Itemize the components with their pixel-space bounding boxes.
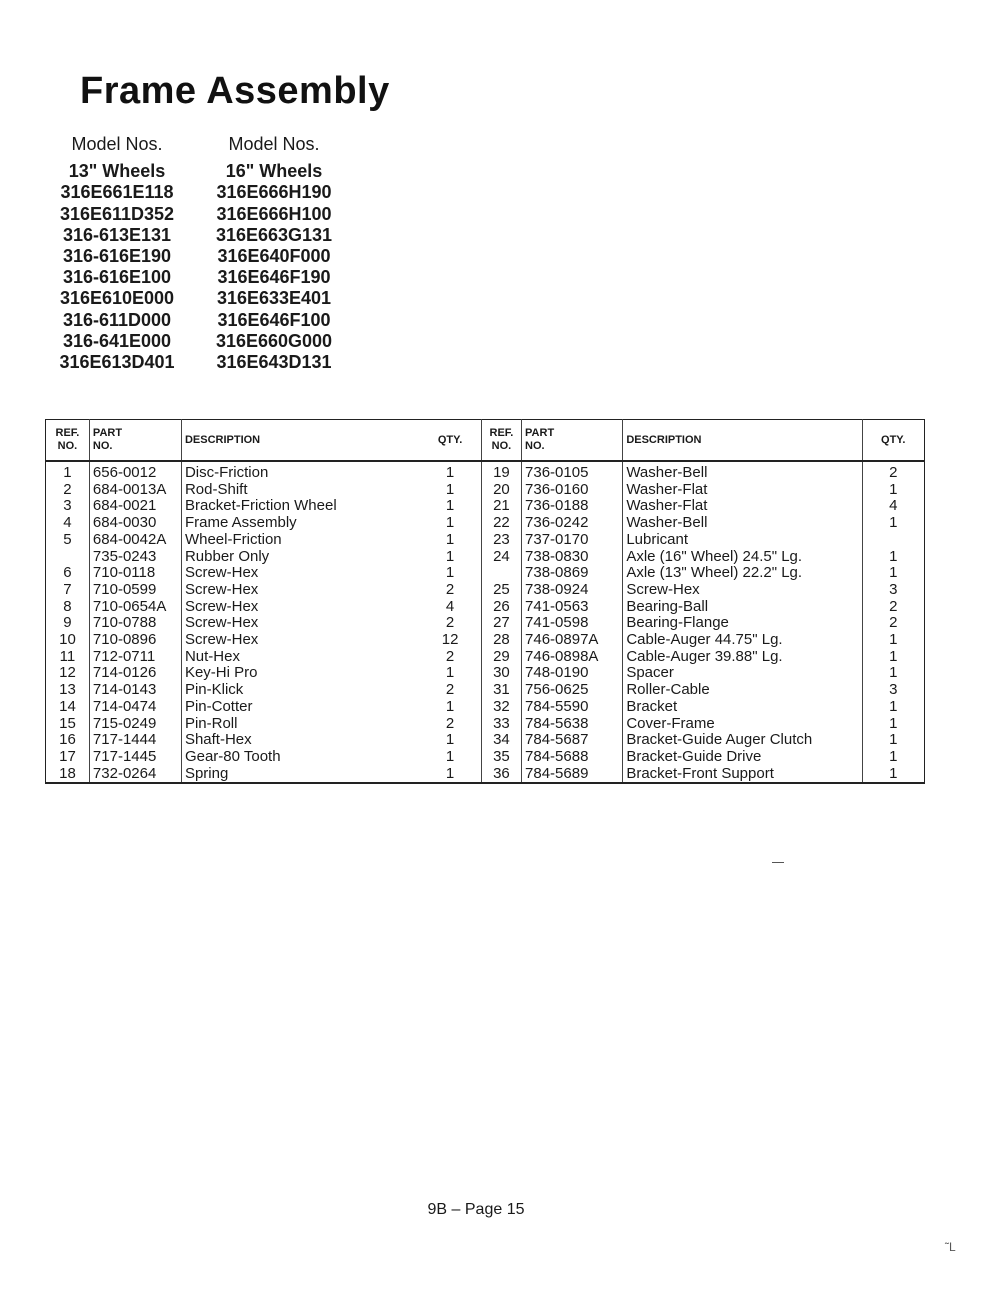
part-no-cell: 756-0625 <box>522 682 623 699</box>
description-cell: Bracket-Front Support <box>623 766 862 784</box>
description-cell: Bracket-Guide Auger Clutch <box>623 732 862 749</box>
model-number: 316E640F000 <box>217 246 331 267</box>
description-cell: Cover-Frame <box>623 716 862 733</box>
parts-table-header <box>46 420 925 462</box>
part-no-cell: 717-1444 <box>89 732 181 749</box>
model-number: 316E633E401 <box>216 288 332 309</box>
ref-no-cell: 30 <box>481 665 521 682</box>
qty-cell: 1 <box>419 699 481 716</box>
part-no-cell: 710-0599 <box>89 582 181 599</box>
qty-cell: 1 <box>419 532 481 549</box>
part-no-cell: 738-0924 <box>522 582 623 599</box>
qty-cell: 1 <box>419 665 481 682</box>
model-number: 316E643D131 <box>216 352 332 373</box>
part-no-cell: 732-0264 <box>89 766 181 784</box>
header-part-label: PART <box>525 427 555 439</box>
header-no-label: NO. <box>57 440 78 452</box>
ref-no-cell: 16 <box>46 732 90 749</box>
stray-dash <box>772 862 784 863</box>
description-cell: Screw-Hex <box>184 564 259 582</box>
part-no-cell: 784-5687 <box>522 732 623 749</box>
description-cell: Shaft-Hex <box>184 731 252 749</box>
description-cell: Washer-Flat <box>623 498 862 515</box>
page-number: 9B – Page 15 <box>427 1201 525 1218</box>
ref-no-cell: 18 <box>46 766 90 784</box>
header-description: DESCRIPTION <box>181 420 419 462</box>
page-title: Frame Assembly <box>80 70 390 112</box>
part-no-cell: 741-0598 <box>522 615 623 632</box>
header-qty: QTY. <box>862 420 925 462</box>
qty-cell: 1 <box>889 714 898 732</box>
table-row <box>46 732 925 749</box>
part-no-cell: 714-0474 <box>89 699 181 716</box>
part-no-cell: 656-0012 <box>89 461 181 482</box>
header-no-label: NO. <box>491 440 512 452</box>
table-row <box>46 749 925 766</box>
qty-cell: 12 <box>419 632 481 649</box>
qty-cell: 1 <box>889 480 898 498</box>
ref-no-cell: 7 <box>46 582 90 599</box>
qty-cell: 3 <box>889 681 898 699</box>
description-cell: Axle (16" Wheel) 24.5" Lg. <box>623 549 862 566</box>
model-number: 316E660G000 <box>215 330 333 351</box>
ref-no-cell: 14 <box>46 699 90 716</box>
table-row <box>46 615 925 632</box>
table-row <box>46 682 925 699</box>
model-col-subheader: 16" Wheels <box>225 161 323 182</box>
ref-no-cell: 31 <box>481 682 521 699</box>
model-number: 316-613E131 <box>62 224 172 245</box>
qty-cell: 1 <box>889 747 898 765</box>
description-cell: Washer-Flat <box>623 482 862 499</box>
qty-cell: 2 <box>889 597 898 615</box>
description-cell: Pin-Cotter <box>184 697 253 715</box>
ref-no-cell: 1 <box>46 461 90 482</box>
table-row <box>46 482 925 499</box>
qty-cell: 1 <box>419 766 481 784</box>
ref-no-cell: 17 <box>46 749 90 766</box>
ref-no-cell: 20 <box>481 482 521 499</box>
ref-no-cell: 34 <box>481 732 521 749</box>
ref-no-cell: 33 <box>481 716 521 733</box>
description-cell: Axle (13" Wheel) 22.2" Lg. <box>623 565 862 582</box>
qty-cell: 2 <box>419 649 481 666</box>
table-row <box>46 461 925 482</box>
header-part-label: PART <box>92 427 123 439</box>
table-row <box>46 565 925 582</box>
model-number: 316E666H190 <box>216 182 332 203</box>
part-no-cell: 784-5688 <box>522 749 623 766</box>
corner-mark: ˜L <box>945 1240 956 1254</box>
qty-cell: 4 <box>419 599 481 616</box>
model-col-header: Model Nos. <box>71 134 163 154</box>
ref-no-cell: 27 <box>481 615 521 632</box>
header-ref-no <box>46 420 90 462</box>
ref-no-cell: 21 <box>481 498 521 515</box>
part-no-cell: 741-0563 <box>522 599 623 616</box>
header-ref-label: REF. <box>489 427 514 439</box>
part-no-cell: 735-0243 <box>89 549 181 566</box>
model-col-subheader: 13" Wheels <box>68 161 166 182</box>
description-cell: Bearing-Flange <box>623 615 862 632</box>
description-cell: Washer-Bell <box>623 515 862 532</box>
description-cell: Screw-Hex <box>184 597 259 615</box>
ref-no-cell: 9 <box>46 615 90 632</box>
qty-cell: 1 <box>889 564 898 582</box>
qty-cell: 1 <box>419 482 481 499</box>
ref-no-cell: 6 <box>46 565 90 582</box>
part-no-cell: 737-0170 <box>522 532 623 549</box>
model-number: 316E663G131 <box>215 224 333 245</box>
part-no-cell: 736-0105 <box>522 461 623 482</box>
table-row <box>46 582 925 599</box>
page-footer <box>0 1201 1000 1219</box>
part-no-cell: 738-0869 <box>522 565 623 582</box>
part-no-cell: 736-0242 <box>522 515 623 532</box>
description-cell: Screw-Hex <box>623 582 862 599</box>
description-cell: Bracket-Guide Drive <box>623 749 862 766</box>
ref-no-cell: 15 <box>46 716 90 733</box>
qty-cell: 2 <box>419 716 481 733</box>
header-no-label: NO. <box>525 440 545 452</box>
description-cell: Bracket-Friction Wheel <box>184 497 337 515</box>
table-row <box>46 515 925 532</box>
qty-cell: 1 <box>419 498 481 515</box>
part-no-cell: 784-5590 <box>522 699 623 716</box>
description-cell: Pin-Klick <box>184 681 244 699</box>
qty-cell: 4 <box>889 497 898 515</box>
description-cell: Rod-Shift <box>184 480 248 498</box>
header-no-label: NO. <box>92 440 113 452</box>
header-ref-label: REF. <box>55 427 80 439</box>
ref-no-cell: 25 <box>481 582 521 599</box>
description-cell: Washer-Bell <box>623 461 862 482</box>
table-row <box>46 766 925 784</box>
description-cell: Spring <box>184 764 229 782</box>
part-no-cell: 710-0654A <box>89 599 181 616</box>
qty-cell: 2 <box>419 682 481 699</box>
ref-no-cell: 29 <box>481 649 521 666</box>
description-cell: Spacer <box>623 665 862 682</box>
qty-cell: 2 <box>889 464 898 481</box>
part-no-cell: 738-0830 <box>522 549 623 566</box>
ref-no-cell: 2 <box>46 482 90 499</box>
ref-no-cell: 13 <box>46 682 90 699</box>
ref-no-cell: 26 <box>481 599 521 616</box>
description-cell: Bracket <box>623 699 862 716</box>
part-no-cell: 748-0190 <box>522 665 623 682</box>
model-number: 316-616E100 <box>62 267 172 288</box>
ref-no-cell <box>46 549 90 566</box>
description-cell: Pin-Roll <box>184 714 238 732</box>
model-number: 316-616E190 <box>62 246 172 267</box>
table-row <box>46 532 925 549</box>
description-cell: Rubber Only <box>184 547 270 565</box>
part-no-cell: 712-0711 <box>89 649 181 666</box>
table-row <box>46 549 925 566</box>
table-row <box>46 665 925 682</box>
part-no-cell: 710-0788 <box>89 615 181 632</box>
qty-cell: 2 <box>889 614 898 632</box>
qty-cell: 1 <box>419 515 481 532</box>
part-no-cell: 710-0896 <box>89 632 181 649</box>
model-number: 316-611D000 <box>62 309 172 330</box>
model-number: 316E611D352 <box>59 203 175 224</box>
part-no-cell: 746-0898A <box>522 649 623 666</box>
ref-no-cell: 28 <box>481 632 521 649</box>
model-number: 316E666H100 <box>216 203 332 224</box>
description-cell: Bearing-Ball <box>623 599 862 616</box>
description-cell: Wheel-Friction <box>184 530 282 548</box>
qty-cell: 2 <box>419 582 481 599</box>
qty-cell <box>862 532 925 549</box>
description-cell: Frame Assembly <box>184 514 297 532</box>
table-row <box>46 649 925 666</box>
header-qty: QTY. <box>419 420 481 462</box>
ref-no-cell: 35 <box>481 749 521 766</box>
model-list-13in <box>48 134 186 373</box>
description-cell: Cable-Auger 44.75" Lg. <box>623 632 862 649</box>
description-cell: Screw-Hex <box>184 580 259 598</box>
description-cell: Roller-Cable <box>623 682 862 699</box>
header-description: DESCRIPTION <box>623 420 862 462</box>
qty-cell: 1 <box>889 697 898 715</box>
header-part-no <box>89 420 181 462</box>
qty-cell: 2 <box>419 615 481 632</box>
parts-table <box>45 419 925 784</box>
model-number: 316E646F100 <box>217 309 331 330</box>
ref-no-cell: 24 <box>481 549 521 566</box>
table-row <box>46 699 925 716</box>
qty-cell: 1 <box>419 749 481 766</box>
part-no-cell: 714-0126 <box>89 665 181 682</box>
part-no-cell: 710-0118 <box>89 565 181 582</box>
part-no-cell: 784-5689 <box>522 766 623 784</box>
qty-cell: 1 <box>889 731 898 749</box>
part-no-cell: 684-0021 <box>89 498 181 515</box>
ref-no-cell: 12 <box>46 665 90 682</box>
ref-no-cell: 8 <box>46 599 90 616</box>
qty-cell: 3 <box>889 580 898 598</box>
qty-cell: 1 <box>889 547 898 565</box>
part-no-cell: 717-1445 <box>89 749 181 766</box>
qty-cell: 1 <box>419 461 481 482</box>
model-number: 316E613D401 <box>59 352 175 373</box>
model-number: 316E661E118 <box>60 182 174 203</box>
model-number: 316-641E000 <box>62 330 172 351</box>
model-number: 316E646F190 <box>217 267 331 288</box>
description-cell: Disc-Friction <box>184 464 269 481</box>
ref-no-cell: 36 <box>481 766 521 784</box>
part-no-cell: 784-5638 <box>522 716 623 733</box>
part-no-cell: 684-0013A <box>89 482 181 499</box>
qty-cell: 1 <box>889 647 898 665</box>
ref-no-cell: 11 <box>46 649 90 666</box>
header-ref-no <box>481 420 521 462</box>
table-row <box>46 632 925 649</box>
part-no-cell: 736-0188 <box>522 498 623 515</box>
part-no-cell: 715-0249 <box>89 716 181 733</box>
ref-no-cell: 5 <box>46 532 90 549</box>
part-no-cell: 684-0042A <box>89 532 181 549</box>
qty-cell: 1 <box>419 732 481 749</box>
part-no-cell: 714-0143 <box>89 682 181 699</box>
table-row <box>46 716 925 733</box>
table-row <box>46 498 925 515</box>
table-row <box>46 599 925 616</box>
qty-cell: 1 <box>889 664 898 682</box>
ref-no-cell: 10 <box>46 632 90 649</box>
part-no-cell: 684-0030 <box>89 515 181 532</box>
description-cell: Cable-Auger 39.88" Lg. <box>623 649 862 666</box>
description-cell: Gear-80 Tooth <box>184 747 281 765</box>
description-cell: Screw-Hex <box>184 631 259 649</box>
qty-cell: 1 <box>889 764 898 782</box>
description-cell: Nut-Hex <box>184 647 240 665</box>
model-number: 316E610E000 <box>59 288 175 309</box>
model-list-16in <box>205 134 343 373</box>
header-part-no <box>522 420 623 462</box>
ref-no-cell: 32 <box>481 699 521 716</box>
ref-no-cell: 23 <box>481 532 521 549</box>
description-cell: Screw-Hex <box>184 614 259 632</box>
part-no-cell: 746-0897A <box>522 632 623 649</box>
qty-cell: 1 <box>419 565 481 582</box>
ref-no-cell: 4 <box>46 515 90 532</box>
ref-no-cell: 19 <box>481 461 521 482</box>
model-col-header: Model Nos. <box>228 134 320 154</box>
description-cell: Lubricant <box>623 532 862 549</box>
ref-no-cell: 22 <box>481 515 521 532</box>
part-no-cell: 736-0160 <box>522 482 623 499</box>
qty-cell: 1 <box>889 631 898 649</box>
qty-cell: 1 <box>419 549 481 566</box>
ref-no-cell: 3 <box>46 498 90 515</box>
ref-no-cell <box>481 565 521 582</box>
description-cell: Key-Hi Pro <box>184 664 258 682</box>
qty-cell: 1 <box>889 514 898 532</box>
